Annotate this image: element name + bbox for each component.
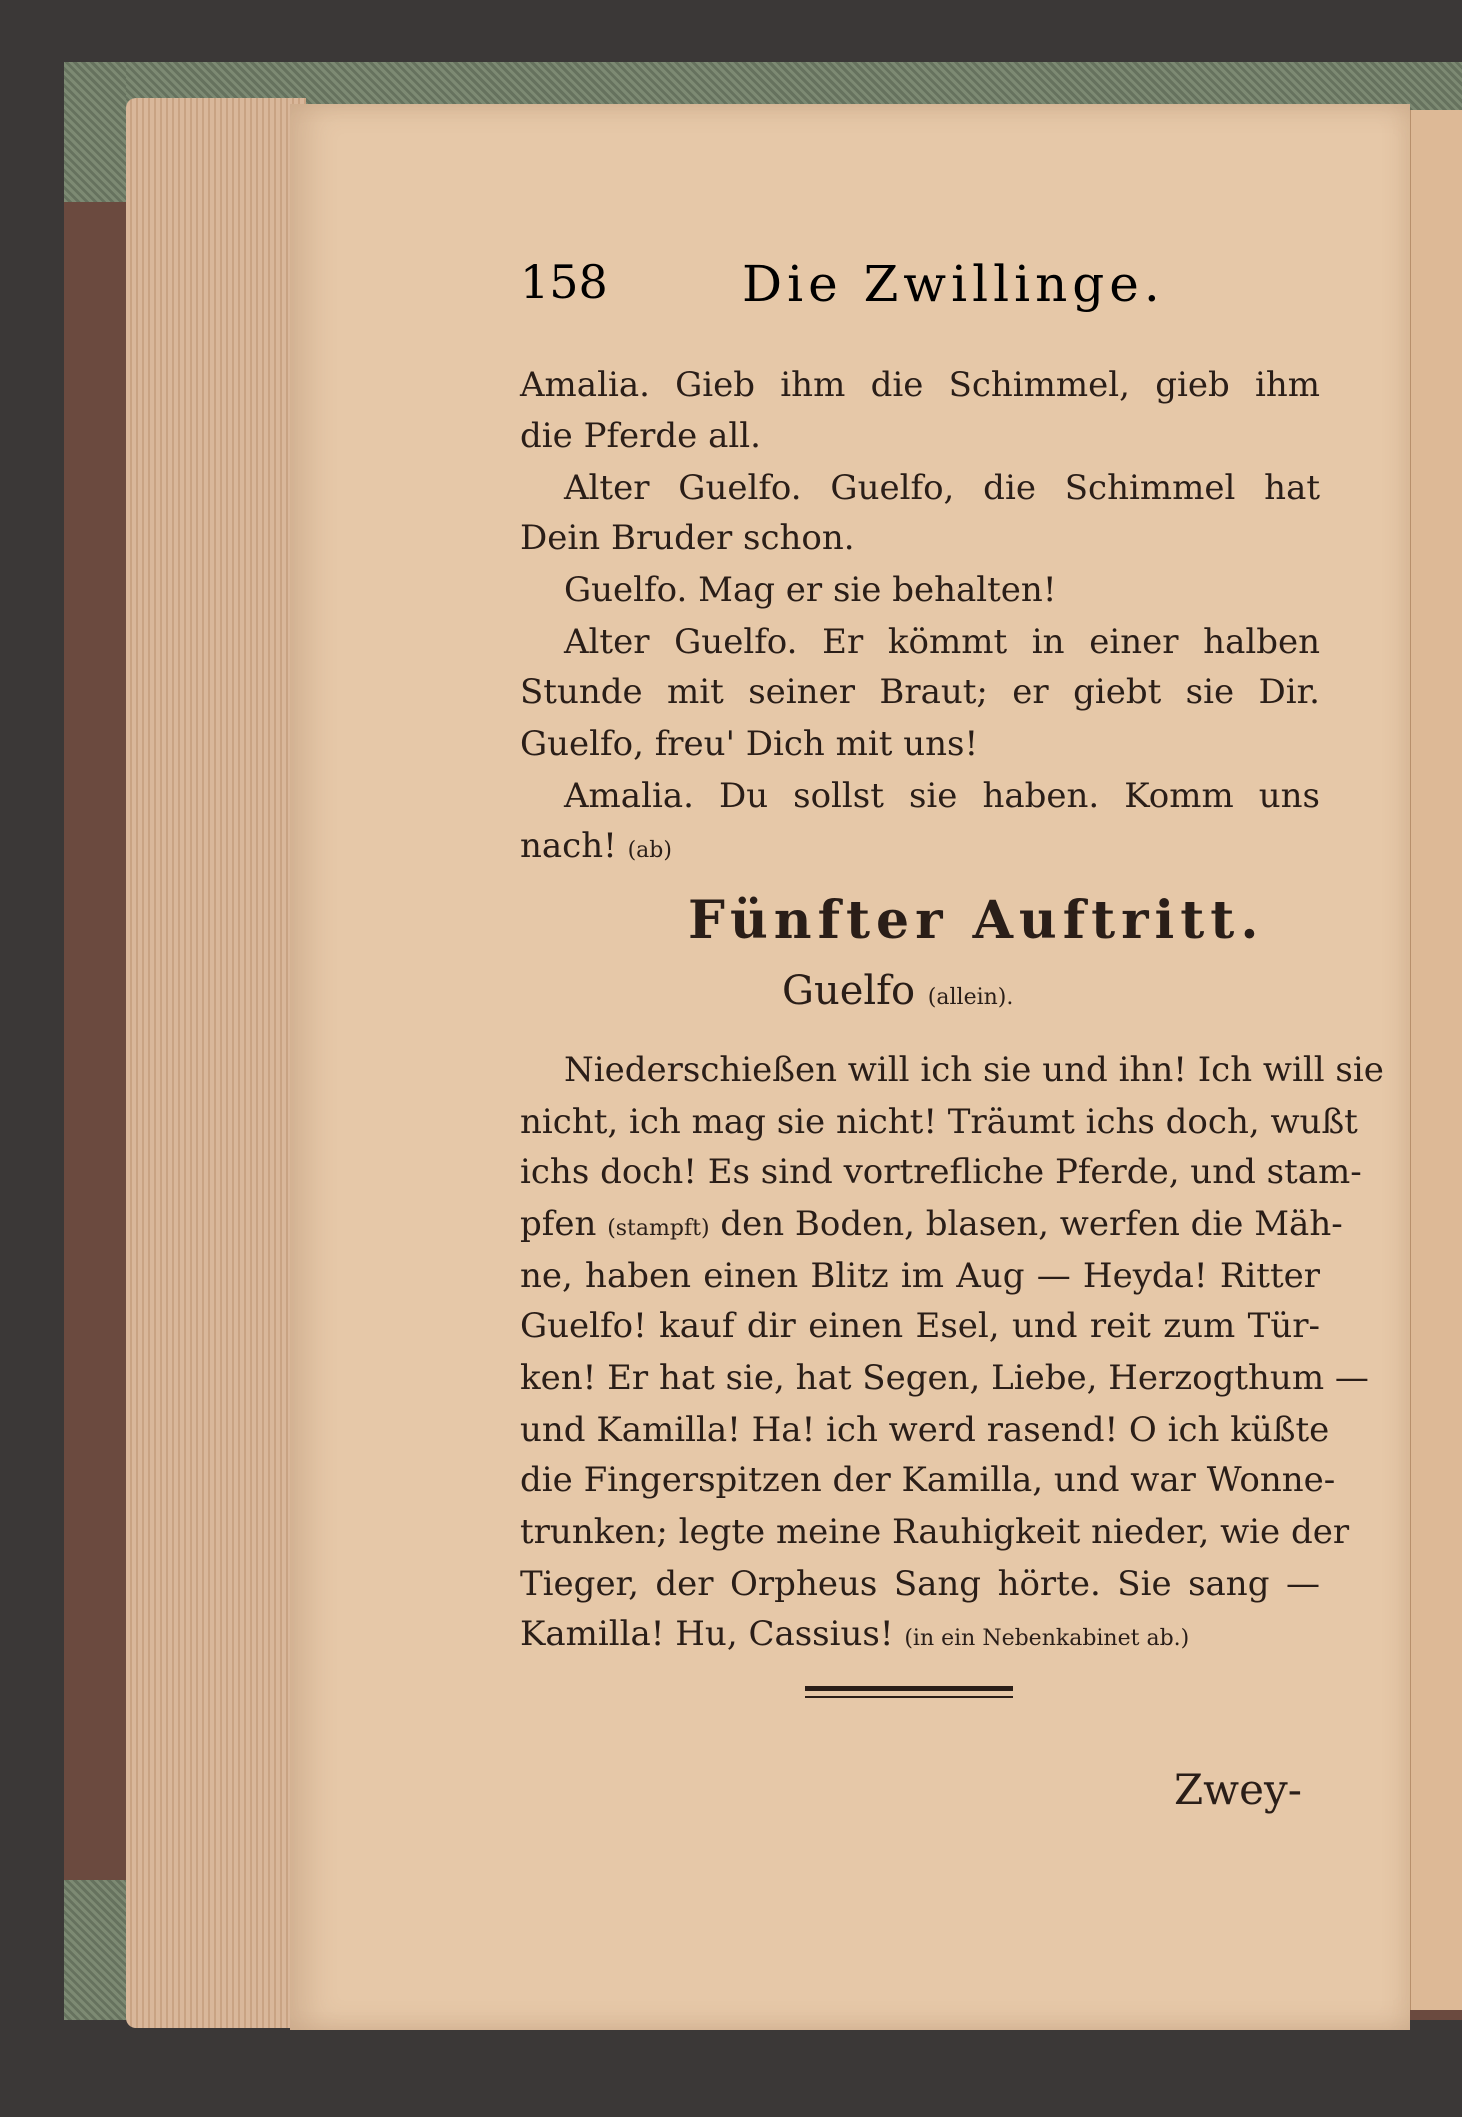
page-header xyxy=(520,255,1320,335)
text-line: und Kamilla! Ha! ich werd rasend! O ich küßte xyxy=(520,1410,1330,1450)
catchword: Zwey- xyxy=(1174,1765,1302,1814)
text-line xyxy=(520,1614,1189,1654)
page-number: 158 xyxy=(520,255,608,309)
section-rule-thin xyxy=(805,1696,1013,1698)
text-line: Tieger, der Orpheus Sang hörte. Sie sang — xyxy=(520,1564,1320,1604)
text-line: die Fingerspitzen der Kamilla, und war Wonne- xyxy=(520,1460,1336,1500)
text-line: ne, haben einen Blitz im Aug — Heyda! Ritter xyxy=(520,1256,1320,1296)
text-line: Amalia. Gieb ihm die Schimmel, gieb ihm xyxy=(520,365,1320,405)
stage-direction: (in ein Nebenkabinet ab.) xyxy=(904,1626,1190,1651)
text-line: Stunde mit seiner Braut; er giebt sie Dir. xyxy=(520,672,1320,712)
text-line: Alter Guelfo. Guelfo, die Schimmel hat xyxy=(564,468,1320,508)
stage-direction: (allein). xyxy=(927,985,1014,1010)
text-line xyxy=(520,826,672,866)
text-line: trunken; legte meine Rauhigkeit nieder, wie der xyxy=(520,1512,1350,1552)
cloth-corner-top xyxy=(64,62,126,202)
text-fragment: Kamilla! Hu, Cassius! xyxy=(520,1614,894,1654)
text-line: Amalia. Du sollst sie haben. Komm uns xyxy=(564,776,1320,816)
text-line: Guelfo, freu' Dich mit uns! xyxy=(520,724,979,764)
page-edges xyxy=(126,98,306,2028)
text-line: nicht, ich mag sie nicht! Träumt ichs doch, wußt xyxy=(520,1102,1358,1142)
text-line: Guelfo! kauf dir einen Esel, und reit zum Tür- xyxy=(520,1306,1320,1346)
scene-title: Fünfter Auftritt. xyxy=(688,890,1265,951)
section-rule xyxy=(805,1686,1013,1691)
text-line: Niederschießen will ich sie und ihn! Ich will sie xyxy=(564,1050,1384,1090)
running-title: Die Zwillinge. xyxy=(742,255,1165,313)
speaker-name: Guelfo xyxy=(782,968,916,1014)
text-fragment: nach! xyxy=(520,826,617,866)
scene-speaker xyxy=(782,968,1013,1014)
text-line: Alter Guelfo. Er kömmt in einer halben xyxy=(564,622,1320,662)
text-line: die Pferde all. xyxy=(520,416,761,456)
text-fragment: pfen xyxy=(520,1204,597,1244)
text-fragment: den Boden, blasen, werfen die Mäh- xyxy=(720,1204,1343,1244)
text-line xyxy=(520,1204,1343,1244)
text-line: ken! Er hat sie, hat Segen, Liebe, Herzogthum — xyxy=(520,1358,1369,1398)
text-line: Dein Bruder schon. xyxy=(520,518,855,558)
text-line: Guelfo. Mag er sie behalten! xyxy=(564,570,1057,610)
facing-page-edge xyxy=(1408,110,1462,2010)
text-line: ichs doch! Es sind vortrefliche Pferde, und stam- xyxy=(520,1152,1362,1192)
stage-direction: (ab) xyxy=(627,838,672,863)
stage-direction: (stampft) xyxy=(607,1216,710,1241)
